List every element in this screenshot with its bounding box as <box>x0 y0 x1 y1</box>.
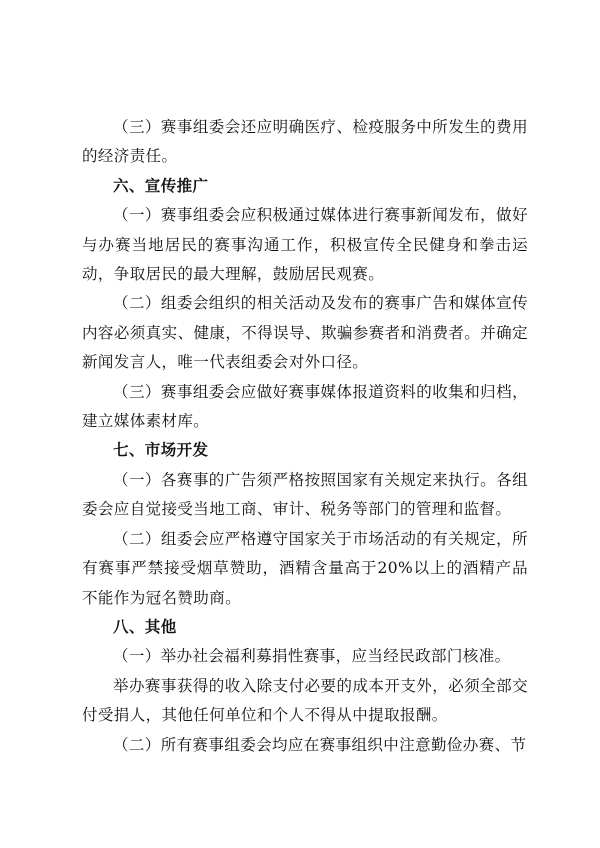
paragraph-media-archive: （三）赛事组委会应做好赛事媒体报道资料的收集和归档，建立媒体素材库。 <box>82 382 528 431</box>
document-body <box>82 113 528 760</box>
paragraph-advertising-truthful: （二）组委会组织的相关活动及发布的赛事广告和媒体宣传内容必须真实、健康，不得误导、欺骗参赛者和消费者。并确定新闻发言人，唯一代表组委会对外口径。 <box>82 294 528 372</box>
section-heading-publicity: 六、宣传推广 <box>113 176 209 195</box>
paragraph-ad-regulations: （一）各赛事的广告须严格按照国家有关规定来执行。各组委会应自觉接受当地工商、审计、税务等部门的管理和监督。 <box>82 470 528 519</box>
paragraph-sponsorship-rules: （二）组委会应严格遵守国家关于市场活动的有关规定，所有赛事严禁接受烟草赞助，酒精含量高于20%以上的酒精产品不能作为冠名赞助商。 <box>82 529 528 607</box>
paragraph-charity-income: 举办赛事获得的收入除支付必要的成本开支外，必须全部交付受捐人，其他任何单位和个人不得从中提取报酬。 <box>82 676 528 725</box>
section-heading-market: 七、市场开发 <box>113 441 209 460</box>
section-heading-other: 八、其他 <box>113 617 177 636</box>
paragraph-medical-costs: （三）赛事组委会还应明确医疗、检疫服务中所发生的费用的经济责任。 <box>82 118 528 166</box>
paragraph-frugal-organization: （二）所有赛事组委会均应在赛事组织中注意勤俭办赛、节 <box>113 735 527 754</box>
paragraph-media-release: （一）赛事组委会应积极通过媒体进行赛事新闻发布，做好与办赛当地居民的赛事沟通工作，积极宣传全民健身和拳击运动，争取居民的最大理解，鼓励居民观赛。 <box>82 206 528 284</box>
paragraph-charity-approval: （一）举办社会福利募捐性赛事，应当经民政部门核准。 <box>113 647 511 666</box>
